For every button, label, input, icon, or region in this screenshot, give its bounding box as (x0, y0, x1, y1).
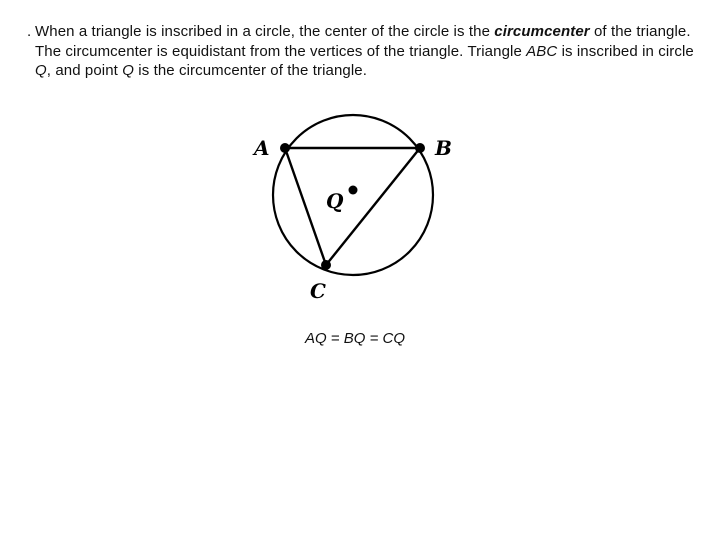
figure-svg (240, 110, 480, 310)
center-q-label: Q (326, 189, 344, 213)
text-segment-4: , and point (46, 62, 123, 79)
circumcircle (273, 115, 433, 275)
center-q-point (349, 186, 358, 195)
vertex-c-label: C (310, 279, 326, 303)
text-segment-5: is the circumcenter of the triangle. (134, 62, 367, 79)
text-segment-2: of the triangle. The circumcenter is equidistant from the vertices of the triangle. Triangle (35, 23, 691, 60)
bullet-marker: . (27, 23, 32, 40)
definition-paragraph (35, 22, 705, 81)
vertex-a-label: A (254, 136, 270, 160)
vertex-b-point (415, 143, 425, 153)
equidistance-equation: AQ = BQ = CQ (304, 330, 406, 347)
triangle-name: ABC (526, 42, 558, 60)
vertex-a-point (280, 143, 290, 153)
text-segment-1: When a triangle is inscribed in a circle, the center of the circle is the (35, 23, 495, 40)
circle-name: Q (35, 62, 47, 79)
vertex-c-point (321, 260, 331, 270)
text-segment-3: is inscribed in circle (557, 42, 694, 60)
vertex-b-label: B (435, 136, 452, 160)
inscribed-triangle-figure (240, 110, 480, 310)
point-name: Q (122, 62, 134, 79)
term-circumcenter: circumcenter (494, 23, 590, 40)
